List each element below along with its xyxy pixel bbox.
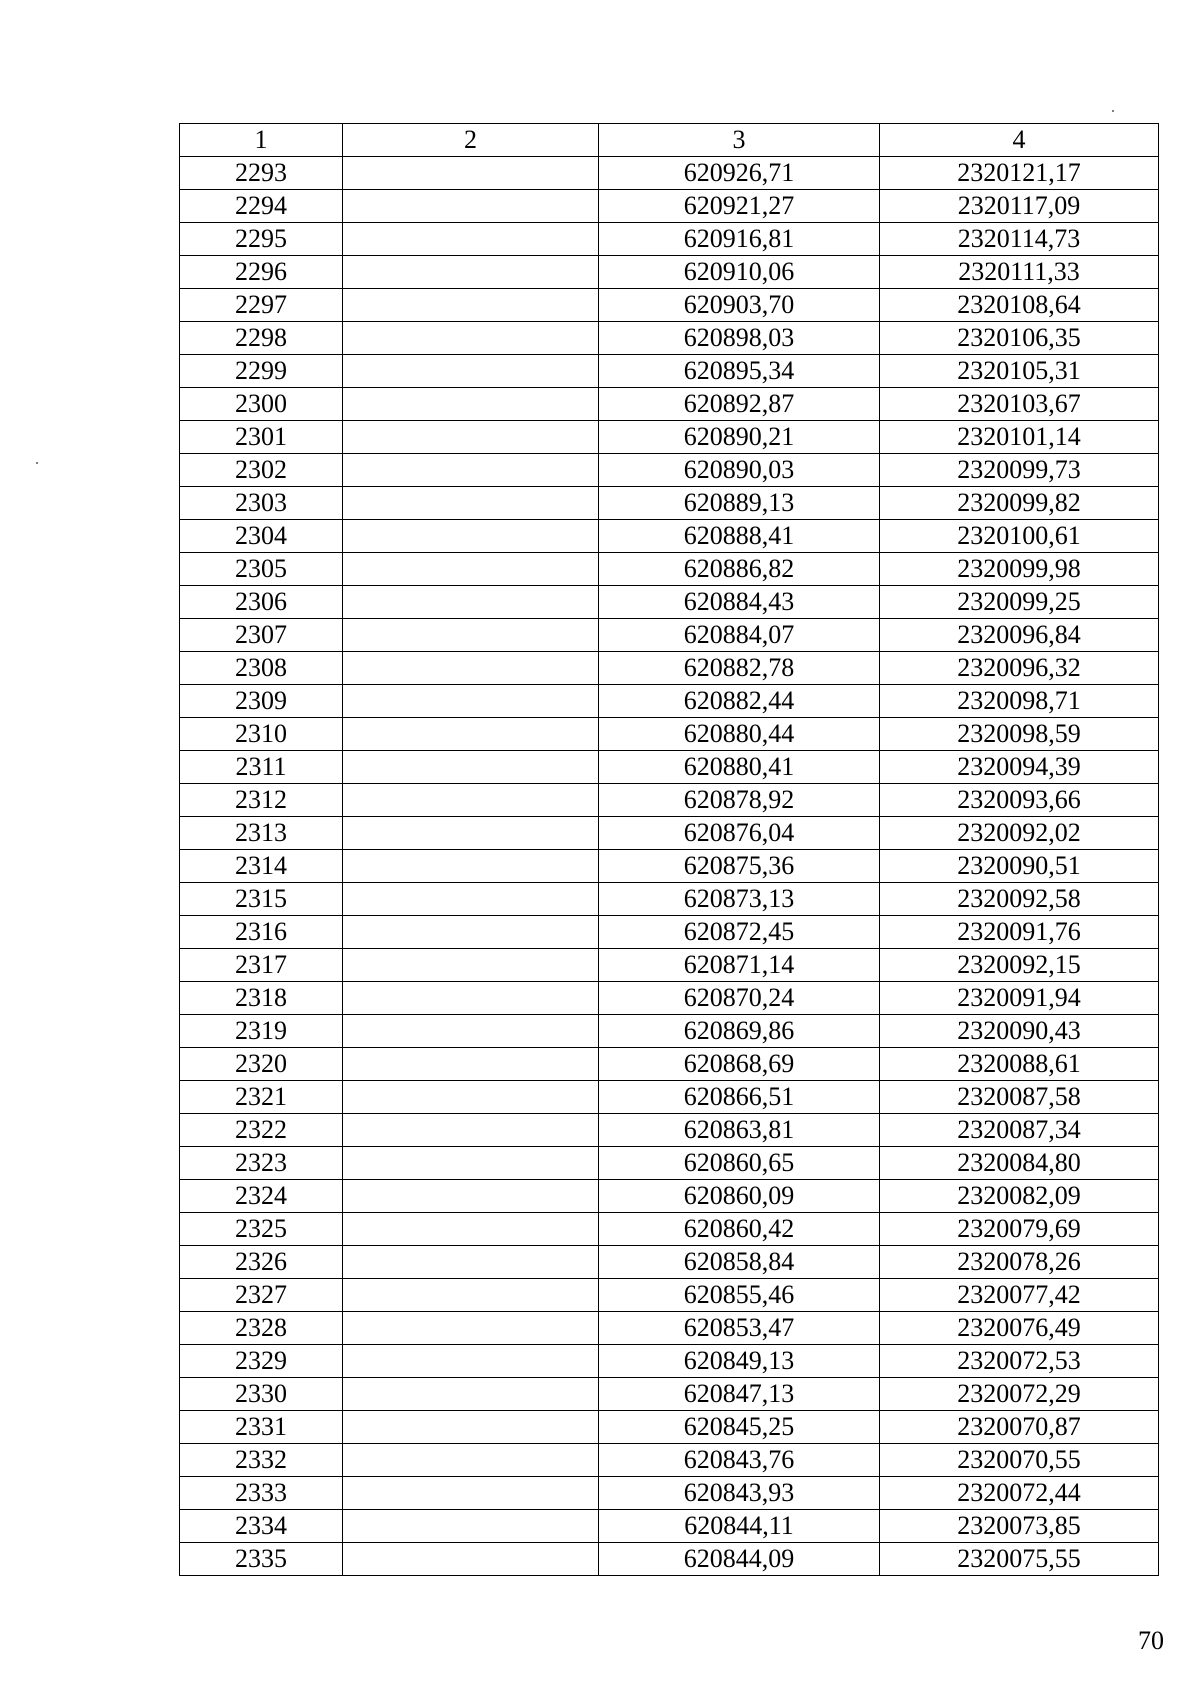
x-coordinate-cell: 620853,47 bbox=[599, 1312, 880, 1345]
x-coordinate-cell: 620843,93 bbox=[599, 1477, 880, 1510]
point-number-cell: 2331 bbox=[180, 1411, 343, 1444]
table-row bbox=[180, 652, 1159, 685]
y-coordinate-cell: 2320070,55 bbox=[880, 1444, 1159, 1477]
table-row bbox=[180, 1312, 1159, 1345]
x-coordinate-cell: 620888,41 bbox=[599, 520, 880, 553]
description-cell bbox=[343, 1048, 599, 1081]
y-coordinate-cell: 2320078,26 bbox=[880, 1246, 1159, 1279]
x-coordinate-cell: 620860,65 bbox=[599, 1147, 880, 1180]
point-number-cell: 2330 bbox=[180, 1378, 343, 1411]
point-number-cell: 2307 bbox=[180, 619, 343, 652]
description-cell bbox=[343, 157, 599, 190]
description-cell bbox=[343, 850, 599, 883]
table-row bbox=[180, 1279, 1159, 1312]
y-coordinate-cell: 2320091,94 bbox=[880, 982, 1159, 1015]
y-coordinate-cell: 2320070,87 bbox=[880, 1411, 1159, 1444]
table-row bbox=[180, 223, 1159, 256]
y-coordinate-cell: 2320100,61 bbox=[880, 520, 1159, 553]
y-coordinate-cell: 2320114,73 bbox=[880, 223, 1159, 256]
description-cell bbox=[343, 1543, 599, 1576]
y-coordinate-cell: 2320108,64 bbox=[880, 289, 1159, 322]
description-cell bbox=[343, 1180, 599, 1213]
x-coordinate-cell: 620870,24 bbox=[599, 982, 880, 1015]
point-number-cell: 2333 bbox=[180, 1477, 343, 1510]
table-row bbox=[180, 949, 1159, 982]
point-number-cell: 2306 bbox=[180, 586, 343, 619]
y-coordinate-cell: 2320093,66 bbox=[880, 784, 1159, 817]
x-coordinate-cell: 620886,82 bbox=[599, 553, 880, 586]
table-row bbox=[180, 1081, 1159, 1114]
point-number-cell: 2321 bbox=[180, 1081, 343, 1114]
description-cell bbox=[343, 1378, 599, 1411]
x-coordinate-cell: 620849,13 bbox=[599, 1345, 880, 1378]
y-coordinate-cell: 2320077,42 bbox=[880, 1279, 1159, 1312]
point-number-cell: 2316 bbox=[180, 916, 343, 949]
table-row bbox=[180, 487, 1159, 520]
description-cell bbox=[343, 916, 599, 949]
point-number-cell: 2298 bbox=[180, 322, 343, 355]
point-number-cell: 2312 bbox=[180, 784, 343, 817]
description-cell bbox=[343, 1279, 599, 1312]
x-coordinate-cell: 620855,46 bbox=[599, 1279, 880, 1312]
x-coordinate-cell: 620880,44 bbox=[599, 718, 880, 751]
x-coordinate-cell: 620880,41 bbox=[599, 751, 880, 784]
description-cell bbox=[343, 1312, 599, 1345]
y-coordinate-cell: 2320092,15 bbox=[880, 949, 1159, 982]
description-cell bbox=[343, 685, 599, 718]
table-row bbox=[180, 817, 1159, 850]
point-number-cell: 2304 bbox=[180, 520, 343, 553]
table-row bbox=[180, 256, 1159, 289]
x-coordinate-cell: 620844,09 bbox=[599, 1543, 880, 1576]
table-row bbox=[180, 421, 1159, 454]
x-coordinate-cell: 620882,44 bbox=[599, 685, 880, 718]
table-row bbox=[180, 1048, 1159, 1081]
y-coordinate-cell: 2320099,25 bbox=[880, 586, 1159, 619]
header-row bbox=[180, 124, 1159, 157]
y-coordinate-cell: 2320076,49 bbox=[880, 1312, 1159, 1345]
y-coordinate-cell: 2320090,51 bbox=[880, 850, 1159, 883]
description-cell bbox=[343, 949, 599, 982]
table-row bbox=[180, 1378, 1159, 1411]
table-row bbox=[180, 586, 1159, 619]
point-number-cell: 2334 bbox=[180, 1510, 343, 1543]
table-row bbox=[180, 1180, 1159, 1213]
point-number-cell: 2332 bbox=[180, 1444, 343, 1477]
x-coordinate-cell: 620916,81 bbox=[599, 223, 880, 256]
description-cell bbox=[343, 223, 599, 256]
table-row bbox=[180, 916, 1159, 949]
point-number-cell: 2297 bbox=[180, 289, 343, 322]
description-cell bbox=[343, 1015, 599, 1048]
point-number-cell: 2293 bbox=[180, 157, 343, 190]
y-coordinate-cell: 2320099,98 bbox=[880, 553, 1159, 586]
x-coordinate-cell: 620882,78 bbox=[599, 652, 880, 685]
column-header-1: 1 bbox=[180, 124, 343, 157]
description-cell bbox=[343, 388, 599, 421]
point-number-cell: 2295 bbox=[180, 223, 343, 256]
y-coordinate-cell: 2320101,14 bbox=[880, 421, 1159, 454]
point-number-cell: 2328 bbox=[180, 1312, 343, 1345]
table-row bbox=[180, 850, 1159, 883]
x-coordinate-cell: 620926,71 bbox=[599, 157, 880, 190]
table-row bbox=[180, 751, 1159, 784]
description-cell bbox=[343, 1345, 599, 1378]
table-row bbox=[180, 1246, 1159, 1279]
point-number-cell: 2314 bbox=[180, 850, 343, 883]
x-coordinate-cell: 620876,04 bbox=[599, 817, 880, 850]
point-number-cell: 2313 bbox=[180, 817, 343, 850]
point-number-cell: 2301 bbox=[180, 421, 343, 454]
description-cell bbox=[343, 817, 599, 850]
description-cell bbox=[343, 421, 599, 454]
point-number-cell: 2296 bbox=[180, 256, 343, 289]
description-cell bbox=[343, 1213, 599, 1246]
table-row bbox=[180, 619, 1159, 652]
description-cell bbox=[343, 619, 599, 652]
y-coordinate-cell: 2320094,39 bbox=[880, 751, 1159, 784]
y-coordinate-cell: 2320098,59 bbox=[880, 718, 1159, 751]
point-number-cell: 2329 bbox=[180, 1345, 343, 1378]
table-row bbox=[180, 784, 1159, 817]
y-coordinate-cell: 2320096,32 bbox=[880, 652, 1159, 685]
y-coordinate-cell: 2320072,53 bbox=[880, 1345, 1159, 1378]
x-coordinate-cell: 620890,03 bbox=[599, 454, 880, 487]
description-cell bbox=[343, 652, 599, 685]
x-coordinate-cell: 620884,43 bbox=[599, 586, 880, 619]
x-coordinate-cell: 620872,45 bbox=[599, 916, 880, 949]
y-coordinate-cell: 2320092,58 bbox=[880, 883, 1159, 916]
table-header bbox=[180, 124, 1159, 157]
point-number-cell: 2335 bbox=[180, 1543, 343, 1576]
description-cell bbox=[343, 586, 599, 619]
description-cell bbox=[343, 1114, 599, 1147]
table-row bbox=[180, 1114, 1159, 1147]
x-coordinate-cell: 620860,42 bbox=[599, 1213, 880, 1246]
description-cell bbox=[343, 1477, 599, 1510]
description-cell bbox=[343, 322, 599, 355]
y-coordinate-cell: 2320079,69 bbox=[880, 1213, 1159, 1246]
table-row bbox=[180, 553, 1159, 586]
x-coordinate-cell: 620843,76 bbox=[599, 1444, 880, 1477]
scan-speck bbox=[1112, 110, 1114, 112]
x-coordinate-cell: 620860,09 bbox=[599, 1180, 880, 1213]
table-row bbox=[180, 454, 1159, 487]
table-row bbox=[180, 1543, 1159, 1576]
point-number-cell: 2317 bbox=[180, 949, 343, 982]
point-number-cell: 2309 bbox=[180, 685, 343, 718]
y-coordinate-cell: 2320087,34 bbox=[880, 1114, 1159, 1147]
description-cell bbox=[343, 718, 599, 751]
point-number-cell: 2303 bbox=[180, 487, 343, 520]
table-row bbox=[180, 1510, 1159, 1543]
description-cell bbox=[343, 454, 599, 487]
table-body bbox=[180, 157, 1159, 1576]
description-cell bbox=[343, 1444, 599, 1477]
y-coordinate-cell: 2320103,67 bbox=[880, 388, 1159, 421]
x-coordinate-cell: 620878,92 bbox=[599, 784, 880, 817]
point-number-cell: 2310 bbox=[180, 718, 343, 751]
y-coordinate-cell: 2320111,33 bbox=[880, 256, 1159, 289]
point-number-cell: 2305 bbox=[180, 553, 343, 586]
table-row bbox=[180, 157, 1159, 190]
column-header-2: 2 bbox=[343, 124, 599, 157]
y-coordinate-cell: 2320073,85 bbox=[880, 1510, 1159, 1543]
table-row bbox=[180, 289, 1159, 322]
table-row bbox=[180, 355, 1159, 388]
description-cell bbox=[343, 982, 599, 1015]
description-cell bbox=[343, 1411, 599, 1444]
point-number-cell: 2322 bbox=[180, 1114, 343, 1147]
y-coordinate-cell: 2320072,29 bbox=[880, 1378, 1159, 1411]
table-row bbox=[180, 520, 1159, 553]
description-cell bbox=[343, 1246, 599, 1279]
x-coordinate-cell: 620845,25 bbox=[599, 1411, 880, 1444]
x-coordinate-cell: 620910,06 bbox=[599, 256, 880, 289]
table-row bbox=[180, 883, 1159, 916]
table-row bbox=[180, 1345, 1159, 1378]
x-coordinate-cell: 620869,86 bbox=[599, 1015, 880, 1048]
table-row bbox=[180, 718, 1159, 751]
x-coordinate-cell: 620903,70 bbox=[599, 289, 880, 322]
point-number-cell: 2308 bbox=[180, 652, 343, 685]
x-coordinate-cell: 620884,07 bbox=[599, 619, 880, 652]
y-coordinate-cell: 2320075,55 bbox=[880, 1543, 1159, 1576]
y-coordinate-cell: 2320090,43 bbox=[880, 1015, 1159, 1048]
y-coordinate-cell: 2320084,80 bbox=[880, 1147, 1159, 1180]
column-header-4: 4 bbox=[880, 124, 1159, 157]
y-coordinate-cell: 2320105,31 bbox=[880, 355, 1159, 388]
point-number-cell: 2299 bbox=[180, 355, 343, 388]
point-number-cell: 2323 bbox=[180, 1147, 343, 1180]
x-coordinate-cell: 620844,11 bbox=[599, 1510, 880, 1543]
point-number-cell: 2315 bbox=[180, 883, 343, 916]
table-row bbox=[180, 1477, 1159, 1510]
point-number-cell: 2320 bbox=[180, 1048, 343, 1081]
description-cell bbox=[343, 190, 599, 223]
y-coordinate-cell: 2320088,61 bbox=[880, 1048, 1159, 1081]
x-coordinate-cell: 620873,13 bbox=[599, 883, 880, 916]
table-row bbox=[180, 190, 1159, 223]
point-number-cell: 2294 bbox=[180, 190, 343, 223]
description-cell bbox=[343, 256, 599, 289]
description-cell bbox=[343, 1081, 599, 1114]
description-cell bbox=[343, 883, 599, 916]
y-coordinate-cell: 2320096,84 bbox=[880, 619, 1159, 652]
point-number-cell: 2325 bbox=[180, 1213, 343, 1246]
point-number-cell: 2318 bbox=[180, 982, 343, 1015]
page-number: 70 bbox=[1138, 1626, 1164, 1655]
x-coordinate-cell: 620866,51 bbox=[599, 1081, 880, 1114]
x-coordinate-cell: 620863,81 bbox=[599, 1114, 880, 1147]
y-coordinate-cell: 2320121,17 bbox=[880, 157, 1159, 190]
table-row bbox=[180, 685, 1159, 718]
y-coordinate-cell: 2320099,82 bbox=[880, 487, 1159, 520]
y-coordinate-cell: 2320098,71 bbox=[880, 685, 1159, 718]
x-coordinate-cell: 620921,27 bbox=[599, 190, 880, 223]
point-number-cell: 2326 bbox=[180, 1246, 343, 1279]
description-cell bbox=[343, 487, 599, 520]
y-coordinate-cell: 2320106,35 bbox=[880, 322, 1159, 355]
description-cell bbox=[343, 355, 599, 388]
point-number-cell: 2327 bbox=[180, 1279, 343, 1312]
x-coordinate-cell: 620895,34 bbox=[599, 355, 880, 388]
x-coordinate-cell: 620892,87 bbox=[599, 388, 880, 421]
table-row bbox=[180, 1213, 1159, 1246]
x-coordinate-cell: 620858,84 bbox=[599, 1246, 880, 1279]
x-coordinate-cell: 620871,14 bbox=[599, 949, 880, 982]
table-row bbox=[180, 1444, 1159, 1477]
x-coordinate-cell: 620898,03 bbox=[599, 322, 880, 355]
y-coordinate-cell: 2320091,76 bbox=[880, 916, 1159, 949]
point-number-cell: 2311 bbox=[180, 751, 343, 784]
y-coordinate-cell: 2320072,44 bbox=[880, 1477, 1159, 1510]
table-row bbox=[180, 1411, 1159, 1444]
x-coordinate-cell: 620847,13 bbox=[599, 1378, 880, 1411]
x-coordinate-cell: 620875,36 bbox=[599, 850, 880, 883]
point-number-cell: 2324 bbox=[180, 1180, 343, 1213]
description-cell bbox=[343, 520, 599, 553]
description-cell bbox=[343, 1510, 599, 1543]
point-number-cell: 2300 bbox=[180, 388, 343, 421]
description-cell bbox=[343, 553, 599, 586]
description-cell bbox=[343, 751, 599, 784]
point-number-cell: 2302 bbox=[180, 454, 343, 487]
table-row bbox=[180, 1015, 1159, 1048]
table-row bbox=[180, 388, 1159, 421]
table-row bbox=[180, 1147, 1159, 1180]
description-cell bbox=[343, 1147, 599, 1180]
description-cell bbox=[343, 289, 599, 322]
y-coordinate-cell: 2320117,09 bbox=[880, 190, 1159, 223]
column-header-3: 3 bbox=[599, 124, 880, 157]
y-coordinate-cell: 2320082,09 bbox=[880, 1180, 1159, 1213]
table-row bbox=[180, 322, 1159, 355]
y-coordinate-cell: 2320099,73 bbox=[880, 454, 1159, 487]
coordinates-table bbox=[179, 123, 1159, 1576]
y-coordinate-cell: 2320087,58 bbox=[880, 1081, 1159, 1114]
y-coordinate-cell: 2320092,02 bbox=[880, 817, 1159, 850]
x-coordinate-cell: 620868,69 bbox=[599, 1048, 880, 1081]
description-cell bbox=[343, 784, 599, 817]
point-number-cell: 2319 bbox=[180, 1015, 343, 1048]
table-row bbox=[180, 982, 1159, 1015]
x-coordinate-cell: 620889,13 bbox=[599, 487, 880, 520]
x-coordinate-cell: 620890,21 bbox=[599, 421, 880, 454]
scan-speck bbox=[36, 462, 38, 464]
